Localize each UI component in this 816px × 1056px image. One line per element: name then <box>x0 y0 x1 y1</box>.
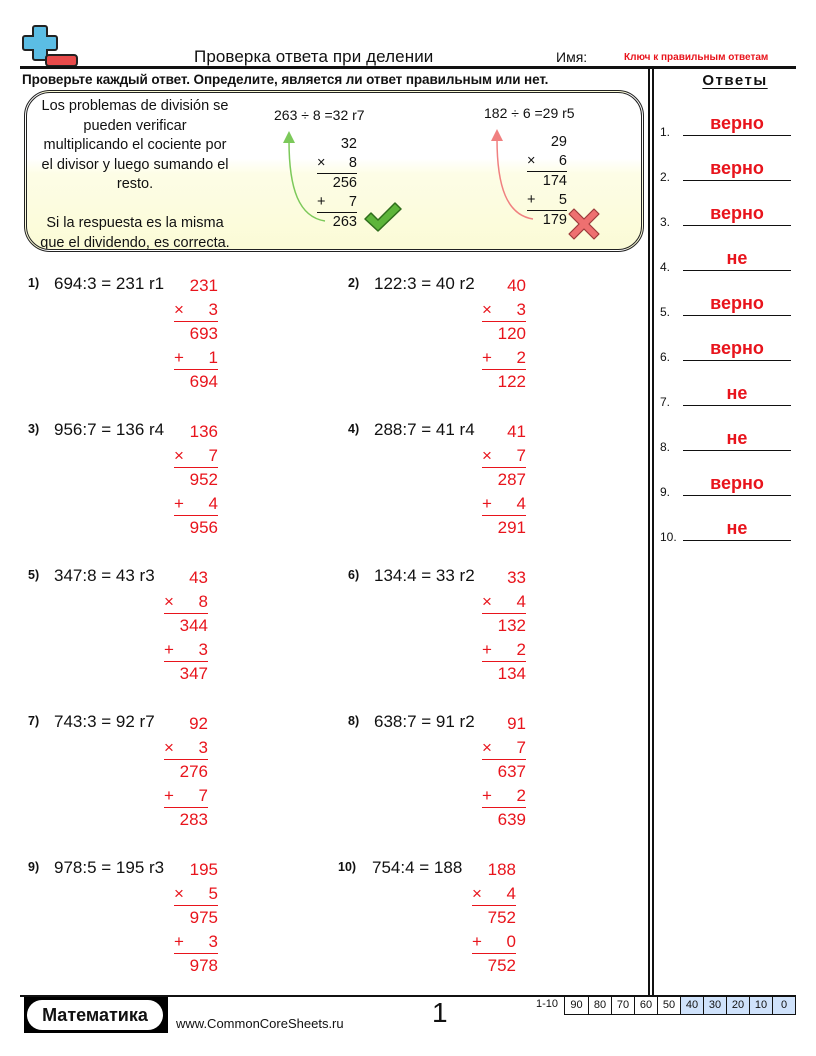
problem-number: 10) <box>338 860 357 874</box>
problem-equation: 956:7 = 136 r4 <box>54 420 165 439</box>
multiply-sign: × <box>174 883 184 903</box>
check-stack <box>174 274 218 394</box>
divisor: 8 <box>348 155 357 171</box>
plus-sign: + <box>482 785 492 805</box>
answer-blank[interactable] <box>683 495 791 497</box>
quotient: 40 <box>507 276 526 295</box>
answer-number: 7. <box>660 395 671 409</box>
product: 752 <box>487 908 516 927</box>
score-cell: 90 <box>570 999 583 1011</box>
name-label: Имя: <box>556 49 588 65</box>
answer-number: 9. <box>660 485 671 499</box>
answer-row-5 <box>660 289 795 319</box>
problem-equation: 638:7 = 91 r2 <box>374 712 475 731</box>
brand-logo <box>24 997 168 1033</box>
remainder: 7 <box>348 194 357 210</box>
header-divider <box>20 66 796 69</box>
problem-number: 4) <box>348 422 360 436</box>
remainder: 0 <box>506 931 516 951</box>
quotient: 32 <box>340 136 357 152</box>
total: 752 <box>487 956 516 975</box>
answer-blank[interactable] <box>683 540 791 542</box>
product: 952 <box>189 470 218 489</box>
answer-row-2 <box>660 154 795 184</box>
divisor: 3 <box>516 299 526 319</box>
quotient: 188 <box>487 860 516 879</box>
plus-sign: + <box>174 931 184 951</box>
product: 132 <box>497 616 526 635</box>
product: 693 <box>189 324 218 343</box>
problem-1 <box>28 276 338 416</box>
problem-number: 8) <box>348 714 360 728</box>
answer-number: 6. <box>660 350 671 364</box>
answer-blank[interactable] <box>683 315 791 317</box>
answer-number: 8. <box>660 440 671 454</box>
divisor: 3 <box>208 299 218 319</box>
plus-sign: + <box>164 639 174 659</box>
example-text-line: pueden verificar <box>83 117 187 134</box>
multiply-sign: × <box>174 445 184 465</box>
divisor: 4 <box>516 591 526 611</box>
problem-equation: 754:4 = 188 <box>372 858 463 877</box>
problem-equation: 122:3 = 40 r2 <box>374 274 475 293</box>
total: 694 <box>189 372 218 391</box>
answer-number: 10. <box>660 530 677 544</box>
quotient: 231 <box>189 276 218 295</box>
problem-number: 7) <box>28 714 40 728</box>
quotient: 92 <box>189 714 208 733</box>
total: 956 <box>189 518 218 537</box>
answer-row-4 <box>660 244 795 274</box>
answers-heading-text: Ответы <box>702 72 768 89</box>
answer-value: верно <box>710 473 764 493</box>
plus-sign: + <box>482 639 492 659</box>
problem-6 <box>348 568 658 708</box>
example-text-line: multiplicando el cociente por <box>43 137 227 153</box>
answer-value: не <box>726 518 748 538</box>
quotient: 41 <box>507 422 526 441</box>
product: 344 <box>179 616 208 635</box>
problem-number: 2) <box>348 276 360 290</box>
remainder: 4 <box>208 493 218 513</box>
answer-number: 1. <box>660 125 671 139</box>
answer-value: верно <box>710 338 764 358</box>
divisor: 3 <box>198 737 208 757</box>
example-text-spacer <box>29 195 241 215</box>
answer-row-1 <box>660 109 795 139</box>
answer-number: 5. <box>660 305 671 319</box>
answer-blank[interactable] <box>683 180 791 182</box>
problem-8 <box>348 714 658 854</box>
remainder: 4 <box>516 493 526 513</box>
multiply-sign: × <box>174 299 184 319</box>
example-explanation <box>29 97 241 252</box>
answer-number: 3. <box>660 215 671 229</box>
answer-row-3 <box>660 199 795 229</box>
divisor: 7 <box>516 445 526 465</box>
answer-value: верно <box>710 203 764 223</box>
quotient: 91 <box>507 714 526 733</box>
multiply-sign: × <box>472 883 482 903</box>
product: 174 <box>542 173 567 189</box>
plus-sign: + <box>164 785 174 805</box>
problem-number: 3) <box>28 422 40 436</box>
problem-number: 5) <box>28 568 40 582</box>
problem-equation: 288:7 = 41 r4 <box>374 420 475 439</box>
site-url[interactable]: www.CommonCoreSheets.ru <box>176 1016 344 1031</box>
divisor: 6 <box>558 153 567 169</box>
product: 975 <box>189 908 218 927</box>
answer-row-10 <box>660 514 795 544</box>
score-cell: 10 <box>749 997 772 1014</box>
problem-9 <box>28 860 338 1000</box>
divisor: 7 <box>516 737 526 757</box>
example-correct-equation: 263 ÷ 8 =32 r7 <box>274 107 365 123</box>
multiply-sign: × <box>482 591 492 611</box>
answer-number: 2. <box>660 170 671 184</box>
divisor: 5 <box>208 883 218 903</box>
multiply-sign: × <box>482 737 492 757</box>
plus-sign: + <box>317 194 326 210</box>
plus-sign: + <box>174 493 184 513</box>
answer-blank[interactable] <box>683 360 791 362</box>
answer-row-6 <box>660 334 795 364</box>
check-stack <box>174 420 218 540</box>
quotient: 195 <box>189 860 218 879</box>
problem-10 <box>338 860 648 1000</box>
score-cell: 60 <box>634 997 657 1014</box>
quotient: 33 <box>507 568 526 587</box>
plus-sign: + <box>472 931 482 951</box>
multiply-sign: × <box>317 155 326 171</box>
product: 256 <box>332 175 357 191</box>
answer-row-7 <box>660 379 795 409</box>
product: 287 <box>497 470 526 489</box>
score-cell: 70 <box>611 997 634 1014</box>
product: 637 <box>497 762 526 781</box>
score-range-label: 1-10 <box>536 998 559 1010</box>
remainder: 2 <box>516 347 526 367</box>
total: 978 <box>189 956 218 975</box>
remainder: 3 <box>198 639 208 659</box>
quotient: 136 <box>189 422 218 441</box>
problem-5 <box>28 568 338 708</box>
problem-number: 6) <box>348 568 360 582</box>
multiply-sign: × <box>164 591 174 611</box>
product: 276 <box>179 762 208 781</box>
answer-row-8 <box>660 424 795 454</box>
total: 263 <box>332 214 357 230</box>
check-stack <box>164 712 208 832</box>
plus-sign: + <box>527 192 536 208</box>
check-stack <box>482 566 526 686</box>
remainder: 5 <box>558 192 567 208</box>
answer-blank[interactable] <box>683 450 791 452</box>
total: 283 <box>179 810 208 829</box>
example-text-line: el divisor y luego sumando el <box>41 156 229 173</box>
brand-name: Математика <box>27 1000 163 1030</box>
score-table <box>564 997 796 1015</box>
answer-value: верно <box>710 158 764 178</box>
total: 122 <box>497 372 526 391</box>
example-correct-stack <box>317 135 357 232</box>
plus-sign: + <box>174 347 184 367</box>
total: 639 <box>497 810 526 829</box>
problem-equation: 347:8 = 43 r3 <box>54 566 155 585</box>
total: 134 <box>497 664 526 683</box>
plus-sign: + <box>482 347 492 367</box>
plus-minus-logo-icon <box>20 24 80 68</box>
cross-icon <box>567 207 601 241</box>
problem-equation: 743:3 = 92 r7 <box>54 712 155 731</box>
score-cell: 0 <box>772 997 795 1014</box>
problem-7 <box>28 714 338 854</box>
score-cell: 50 <box>657 997 680 1014</box>
answers-heading <box>654 72 816 89</box>
answer-number: 4. <box>660 260 671 274</box>
example-text-line: que el dividendo, es correcta. <box>40 234 230 251</box>
quotient: 43 <box>189 568 208 587</box>
multiply-sign: × <box>482 445 492 465</box>
check-stack <box>482 274 526 394</box>
problem-equation: 978:5 = 195 r3 <box>54 858 165 877</box>
answer-row-9 <box>660 469 795 499</box>
example-box <box>24 90 644 252</box>
multiply-sign: × <box>527 153 536 169</box>
instructions: Проверьте каждый ответ. Определите, является ли ответ правильным или нет. <box>22 72 549 87</box>
answer-value: не <box>726 383 748 403</box>
multiply-sign: × <box>482 299 492 319</box>
total: 291 <box>497 518 526 537</box>
answer-value: верно <box>710 293 764 313</box>
check-stack <box>174 858 218 978</box>
problem-equation: 694:3 = 231 r1 <box>54 274 165 293</box>
quotient: 29 <box>550 134 567 150</box>
answer-value: не <box>726 428 748 448</box>
check-stack <box>164 566 208 686</box>
remainder: 3 <box>208 931 218 951</box>
problem-number: 1) <box>28 276 40 290</box>
answer-value: не <box>726 248 748 268</box>
problem-4 <box>348 422 658 562</box>
divisor: 8 <box>198 591 208 611</box>
product: 120 <box>497 324 526 343</box>
example-incorrect-stack <box>527 133 567 230</box>
check-stack <box>482 420 526 540</box>
divisor: 7 <box>208 445 218 465</box>
page-title: Проверка ответа при делении <box>194 47 434 66</box>
problem-equation: 134:4 = 33 r2 <box>374 566 475 585</box>
example-text-line: Si la respuesta es la misma <box>46 215 224 231</box>
total: 179 <box>542 212 567 228</box>
check-stack <box>482 712 526 832</box>
answer-blank[interactable] <box>683 135 791 137</box>
problem-number: 9) <box>28 860 40 874</box>
example-text-line: Los problemas de división se <box>41 98 229 114</box>
answer-blank[interactable] <box>683 405 791 407</box>
problem-2 <box>348 276 658 416</box>
score-cell: 80 <box>588 997 611 1014</box>
score-cell: 30 <box>703 997 726 1014</box>
plus-sign: + <box>482 493 492 513</box>
problem-3 <box>28 422 338 562</box>
multiply-sign: × <box>164 737 174 757</box>
answer-blank[interactable] <box>683 225 791 227</box>
answer-blank[interactable] <box>683 270 791 272</box>
remainder: 2 <box>516 639 526 659</box>
check-stack <box>472 858 516 978</box>
remainder: 7 <box>198 785 208 805</box>
example-incorrect-equation: 182 ÷ 6 =29 r5 <box>484 105 575 121</box>
example-text-line: resto. <box>116 176 154 192</box>
divisor: 4 <box>506 883 516 903</box>
score-cell: 20 <box>726 997 749 1014</box>
answer-key-label: Ключ к правильным ответам <box>624 52 769 63</box>
remainder: 1 <box>208 347 218 367</box>
checkmark-icon <box>363 201 403 233</box>
score-cell: 40 <box>680 997 703 1014</box>
page-number: 1 <box>432 997 448 1028</box>
remainder: 2 <box>516 785 526 805</box>
answer-value: верно <box>710 113 764 133</box>
total: 347 <box>179 664 208 683</box>
